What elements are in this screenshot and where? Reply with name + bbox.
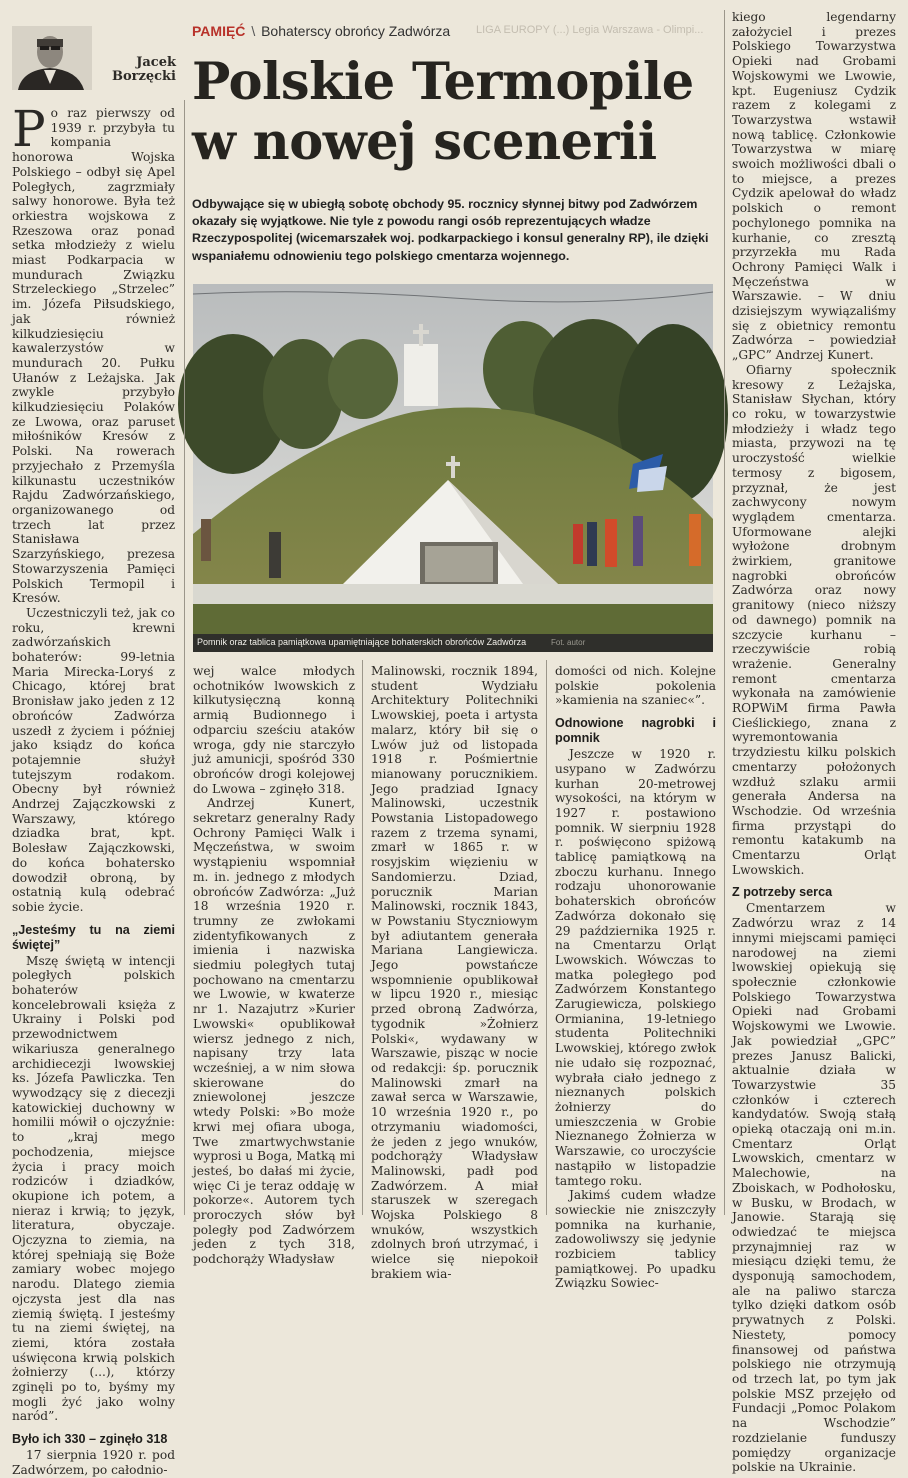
body-paragraph: Po raz pierwszy od 1939 r. przybyła tu kompania honorowa Wojska Polskiego – odbył się Apel Poległych, zagrzmiały salwy honorowe. Była też orkiestra wojskowa z Rzeszowa oraz ponad setka młodzieży z wielu miast Podkarpacia w mundurach Związku Strzeleckiego „Strzelec” im. Józefa Piłsudskiego, jak również kilkudziesięciu kawalerzystów w mundurach 20. Pułku Ułanów z Leżajska. Jak zwykle przybyło kilkudziesięciu Polaków ze Lwowa, oraz paruset miłośników Kresów z Polski. Na rowerach przyjechało z Przemyśla kilkunastu uczestników Rajdu Zadwórzańskiego, organizowanego od trzech lat przez Stanisława Szarzyńskiego, prezesa Stowarzyszenia Pamięci Polskich Termopil i Kresów.	[12, 100, 175, 606]
subheading: Odnowione nagrobki i pomnik	[555, 716, 716, 746]
article-title	[192, 52, 732, 172]
body-paragraph: kiego legendarny założyciel i prezes Polskiego Towarzystwa Opieki nad Grobami Wojskowymi we Lwowie, kpt. Eugeniusz Cydzik razem z kolegami z Towarzystwa wstawił nową tablicę. Członkowie Towarzystwa w miarę swoich możliwości dbali o to miejsce, a prezes Cydzik apelował do władz polskich o remont pochylonego pomnika na kurhanie, co zresztą przyrzekła mu Rada Ochrony Pamięci Walk i Męczeństwa w Warszawie. – W dniu dzisiejszym wywiązaliśmy się z obietnicy remontu Zadwórza – powiedział „GPC” Andrzej Kunert.	[732, 10, 896, 363]
article-column-2	[193, 664, 355, 1267]
title-line-1: Polskie Termopile	[192, 52, 694, 112]
column-divider	[362, 660, 363, 1215]
body-paragraph: Jakimś cudem władze sowieckie nie zniszczyły pomnika na kurhanie, zadowoliwszy się jedynie rozbiciem tablicy pamiątkowej. Po upadku Związku Sowiec-	[555, 1188, 716, 1291]
article-column-5	[732, 10, 896, 1475]
body-paragraph: Andrzej Kunert, sekretarz generalny Rady Ochrony Pamięci Walk i Męczeństwa, w swoim wystąpieniu wspomniał m. in. jednego z młodych obrońców Zadwórza: „Już 18 września 1920 r. trumny ze zwłokami zidentyfikowanych z imienia i nazwiska siedmiu poległych tutaj pochowano na cmentarzu we Lwowie, w kwaterze nr 1. Nazajutrz »Kurier Lwowski« opublikował wiersz jednego z nich, napisany trzy lata wcześniej, a w nim słowa skierowane do zniewolonej jeszcze wtedy Polski: »Bo może krwi mej ofiara uboga, Twe zmartwychwstanie wyprosi u Boga, Matką mi jesteś, bo dałaś mi życie, więc Ci je teraz oddaję w pokorze«. Autorem tych proroczych słów był poległy pod Zadwórzem jeden z tych 318, podchorąży Władysław	[193, 796, 355, 1267]
article-column-1	[12, 100, 175, 1477]
subheading: Było ich 330 – zginęło 318	[12, 1432, 168, 1447]
column-divider	[184, 100, 185, 1215]
photo-caption: Pomnik oraz tablica pamiątkowa upamiętniające bohaterskich obrońców Zadwórza	[197, 637, 527, 647]
subheading: „Jesteśmy tu na ziemi świętej”	[12, 922, 175, 952]
article-column-4	[555, 664, 716, 1291]
author-box	[12, 22, 176, 94]
column-divider	[546, 660, 547, 1215]
body-paragraph: Jeszcze w 1920 r. usypano w Zadwórzu kurhan 20-metrowej wysokości, na którym w 1927 r. postawiono pomnik. W sierpniu 1928 r. poświęcono spiżową tablicę pamiątkową na zboczu kurhanu. Innego rodzaju uhonorowanie bohaterskich obrońców Zadwórza dokonało się 29 października 1925 r. na Cmentarzu Orląt Lwowskich. Wówczas to matka poległego pod Zadwórzem Konstantego Zarugiewicza, polskiego Ormianina, 19-letniego studenta Politechniki Lwowskiej, którego zwłok nie udało się rozpoznać, wybrała ciało jednego z nieznanych polskich żołnierzy do umieszczenia w Grobie Nieznanego Żołnierza w Warszawie, co uroczyście nastąpiło w listopadzie tamtego roku.	[555, 747, 716, 1188]
body-paragraph: domości od nich. Kolejne polskie pokolenia »kamienia na szaniec«”.	[555, 664, 716, 708]
drop-cap: P	[12, 100, 46, 158]
body-paragraph: Ofiarny społecznik kresowy z Leżajska, Stanisław Słychan, który co roku, w towarzystwie młodzieży i władz tego miasta, przywozi na tę uroczystość wielkie termosy z bigosem, przyznał, że jest zachwycony nowym wyglądem cmentarza. Uformowane alejki wyłożone drobnym żwirkiem, granitowe nagrobki obrońców Zadwórza oraz nowy granitowy (nieco niższy od dawnego) pomnik na szczycie kurhanu – rzeczywiście robią wrażenie. Generalny remont cmentarza wykonała na zamówienie ROPWiM firma Pawła Cieślickiego, znana z wyremontowania trzydziestu kilku polskich cmentarzy położonych wzdłuż szlaku armii generała Andersa na Wschodzie. Od września firma przystąpi do remontu katakumb na Cmentarzu Orląt Lwowskich.	[732, 362, 896, 877]
section-tag	[192, 22, 450, 40]
body-paragraph: 17 sierpnia 1920 r. pod Zadwórzem, po całodnio-	[12, 1448, 175, 1477]
body-paragraph: Malinowski, rocznik 1894, student Wydziału Architektury Politechniki Lwowskiej, poeta i artysta malarz, który bił się o Lwów już od listopada 1918 r. Pośmiertnie mianowany porucznikiem. Jego pradziad Ignacy Malinowski, uczestnik Powstania Listopadowego razem z trzema synami, zmarł w 1865 r. w rosyjskim więzieniu w Sandomierzu. Dziad, porucznik Marian Malinowski, rocznik 1843, w Powstaniu Styczniowym był adiutantem generała Mariana Langiewicza. Jego powstańcze wspomnienie opublikował w lipcu 1920 r., miesiąc przed obroną Zadwórza, tygodnik »Żołnierz Polski«, wydawany w Warszawie, pisząc w nocie od redakcji: śp. porucznik Malinowski zmarł na zawał serca w Warszawie, 10 września 1920 r., po otrzymaniu wiadomości, że jeden z jego wnuków, podchorąży Władysław Malinowski, padł pod Zadwórzem. A miał staruszek w szeregach Wojska Polskiego 8 wnuków, wszystkich zdolnych broń utrzymać, i wielce się niepokoił brakiem wia-	[371, 664, 538, 1281]
section-name: PAMIĘĆ	[192, 23, 246, 39]
top-faded-strip: LIGA EUROPY (...) Legia Warszawa - Olimpi...	[476, 24, 704, 36]
article-photo	[193, 284, 713, 652]
article-column-3	[371, 664, 538, 1281]
body-paragraph: Cmentarzem w Zadwórzu wraz z 14 innymi miejscami pamięci narodowej na ziemi lwowskiej opiekują się społecznie członkowie Polskiego Towarzystwa Opieki nad Grobami Wojskowymi we Lwowie. Jak powiedział „GPC” prezes Janusz Balicki, aktualnie działa w Towarzystwie 35 członków i czterech kandydatów. Swoją stałą opieką otaczają oni m.in. Cmentarz Orląt Lwowskich, cmentarz w Malechowie, na Zboiskach, w Podhołosku, w Busku, w Brodach, w Janowie. Starają się odwiedzać te miejsca przynajmniej raz w miesiącu dzięki temu, że dysponują samochodem, ale na paliwo starcza tylko dzięki datkom osób prywatnych z Polski. Niestety, pomocy finansowej od państwa polskiego nie otrzymują od trzech lat, po tym jak polskie MSZ przejęło od Fundacji „Pomoc Polakom na Wschodzie” rozdzielanie funduszy pomiędzy organizacje polskie na Ukrainie.	[732, 901, 896, 1475]
subheading: Z potrzeby serca	[732, 885, 833, 900]
article-lead: Odbywające się w ubiegłą sobotę obchody 95. rocznicy słynnej bitwy pod Zadwórzem okazały się wyjątkowe. Nie tyle z powodu rangi osób reprezentujących władze Rzeczypospolitej (wicemarszałek woj. podkarpackiego i konsul generalny RP), ile dzięki wspaniałemu odnowieniu tego polskiego cmentarza wojennego.	[192, 197, 709, 263]
body-paragraph: Uczestniczyli też, jak co roku, krewni zadwórzańskich bohaterów: 99-letnia Maria Mirecka-Loryś z Chicago, której brat Bronisław jako jeden z 12 obrońców Zadwórza uszedł z życiem i później jako ksiądz do końca potajemnie służył tutejszym rodakom. Obecny był również Andrzej Zajączkowski z Warszawy, którego dziadka brat, kpt. Bolesław Zajączkowski, do końca bohatersko dowodził obroną, by ostatnią kulą odebrać sobie życie.	[12, 605, 175, 914]
photo-credit: Fot. autor	[551, 638, 586, 647]
author-first-name: Jacek	[136, 55, 176, 70]
title-line-2: w nowej scenerii	[192, 112, 657, 172]
body-paragraph: wej walce młodych ochotników lwowskich z kilkutysięczną konną armią Budionnego i odparciu sześciu ataków wroga, gdy nie starczyło już amunicji, spośród 330 obrońców drogi kolejowej do Lwowa – zginęło 318.	[193, 664, 355, 796]
author-last-name: Borzęcki	[111, 69, 176, 84]
section-topic: Bohaterscy obrońcy Zadwórza	[261, 23, 451, 39]
author-photo	[12, 26, 92, 90]
author-portrait-icon	[12, 26, 92, 90]
memorial-photo-icon	[193, 284, 713, 652]
column-divider	[724, 10, 725, 1215]
body-paragraph: Mszę świętą w intencji poległych polskich bohaterów koncelebrowali księża z Ukrainy i Polski pod przewodnictwem wikariusza generalnego archidiecezji lwowskiej ks. Józefa Pawliczka. Ten wywodzący się z diecezji katowickiej duchowny w homilii mówił o ojczyźnie: to „kraj mego pochodzenia, miejsce życia i pracy moich rodziców i dziadków, okupione ich potem, a nieraz i krwią; to język, literatura, obyczaje. Ojczyzna to ziemia, na której spełniają się Boże zamiary wobec mojego narodu. Dlatego ziemia ojczysta jest dla nas ziemią świętą. I jesteśmy tu na ziemi świętej, na ziemi, która została uświęcona krwią polskich żołnierzy (...), którzy zginęli po to, byśmy my mogli żyć jako wolny naród”.	[12, 953, 175, 1424]
section-separator-icon: \	[251, 23, 256, 39]
